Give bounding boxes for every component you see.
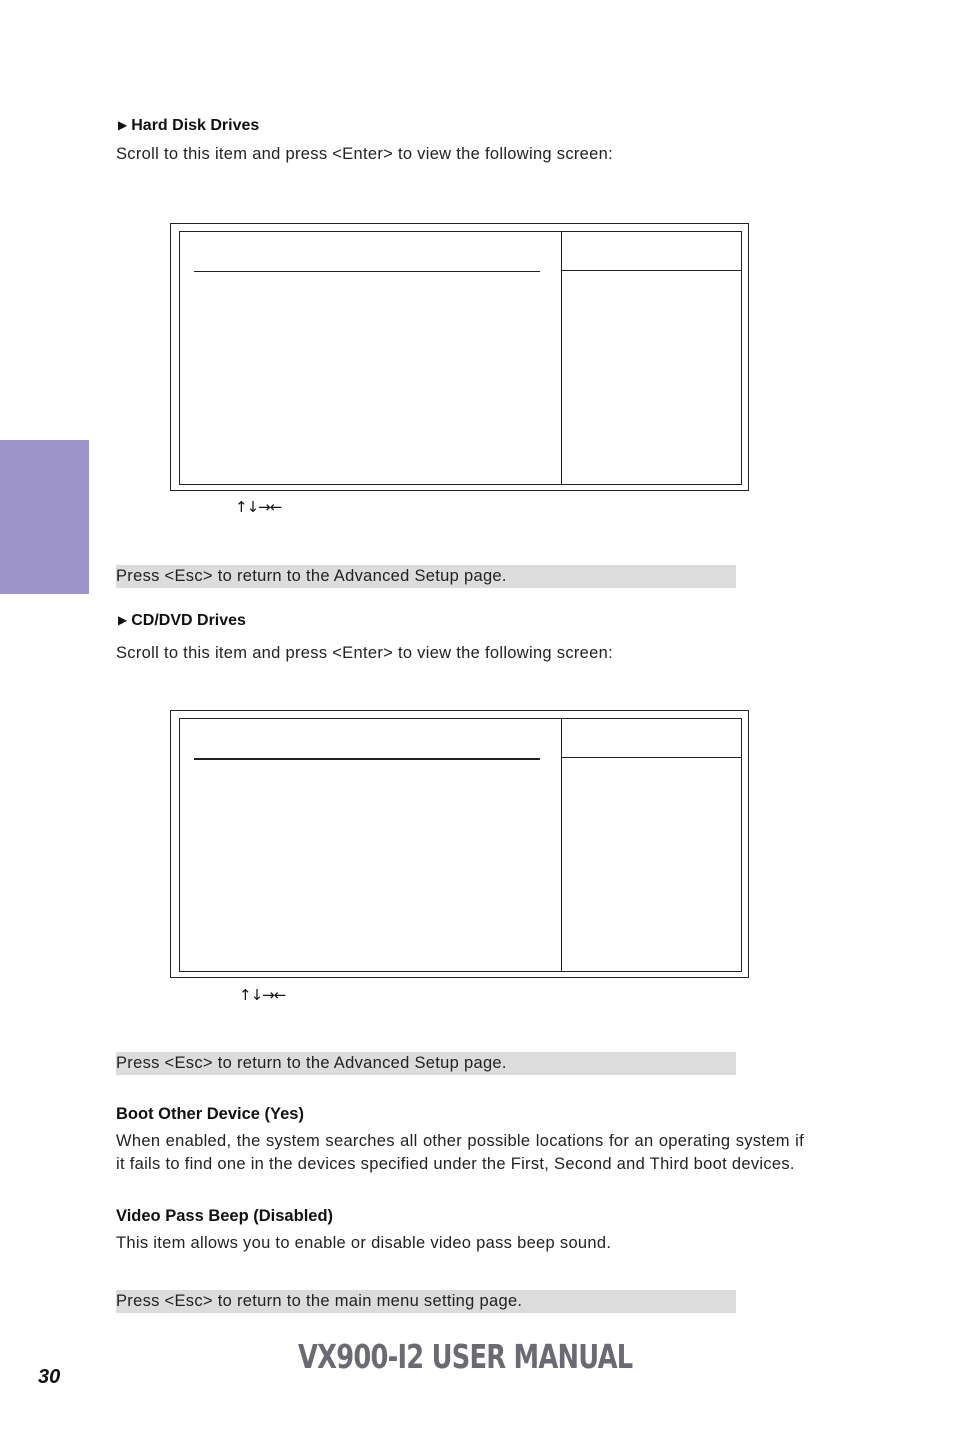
bios-main-panel [180,232,562,484]
page-number: 30 [38,1366,61,1388]
bios-screen-inner [179,718,742,972]
chapter-tab [0,440,89,594]
play-triangle-icon: ▶ [118,118,128,132]
boot-other-device-heading: Boot Other Device (Yes) [116,1105,304,1123]
hard-disk-drives-heading [118,117,259,135]
bios-help-panel-divider [561,270,741,271]
cd-dvd-intro: Scroll to this item and press <Enter> to view the following screen: [116,644,613,662]
hard-disk-intro: Scroll to this item and press <Enter> to view the following screen: [116,145,613,163]
bios-main-panel [180,719,562,971]
cd-dvd-bios-screen [170,710,749,978]
video-pass-beep-heading: Video Pass Beep (Disabled) [116,1207,334,1225]
video-pass-beep-description: This item allows you to enable or disable video pass beep sound. [116,1234,612,1252]
cd-dvd-drives-heading [118,612,246,630]
main-menu-esc-note: Press <Esc> to return to the main menu setting page. [116,1290,736,1313]
advanced-setup-esc-note: Press <Esc> to return to the Advanced Setup page. [116,565,736,588]
manual-title: VX900-I2 USER MANUAL [298,1337,633,1376]
cd-dvd-drives-heading-text: CD/DVD Drives [131,612,246,629]
bios-title-rule [194,758,540,760]
hard-disk-drives-heading-text: Hard Disk Drives [131,117,260,134]
advanced-setup-esc-note: Press <Esc> to return to the Advanced Setup page. [116,1052,736,1075]
bios-title-rule [194,271,540,272]
hard-disk-bios-screen [170,223,749,491]
boot-other-device-description: When enabled, the system searches all other possible locations for an operating system if it fails to find one in the devices specified under the First, Second and Third boot devices. [116,1132,804,1173]
navigation-arrows-icon: ↑↓→← [239,986,286,1004]
play-triangle-icon: ▶ [118,613,128,627]
bios-help-panel-divider [561,757,741,758]
bios-screen-inner [179,231,742,485]
navigation-arrows-icon: ↑↓→← [235,498,282,516]
